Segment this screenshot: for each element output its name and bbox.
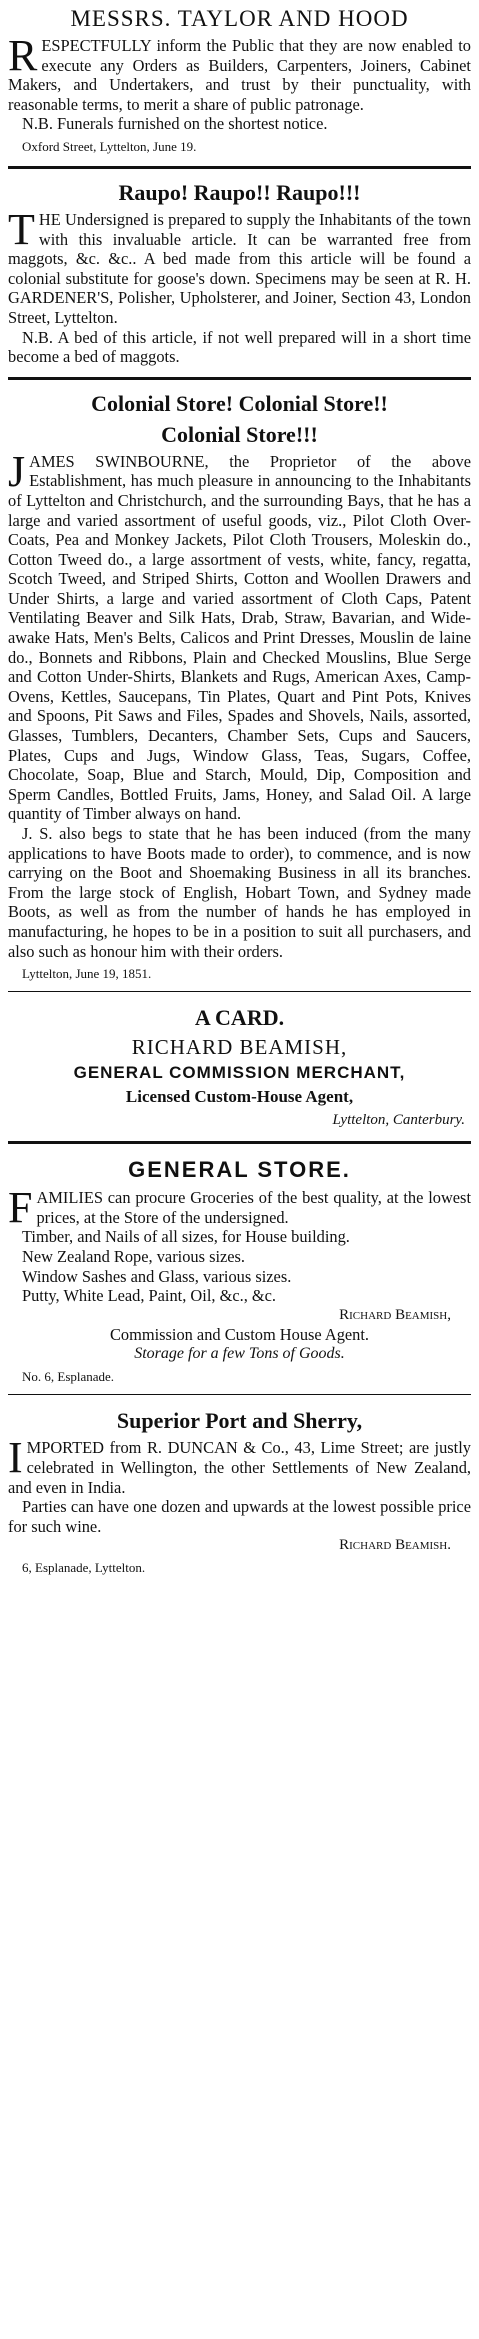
advert-signature: Richard Beamish, — [339, 1306, 451, 1323]
list-item: Window Sashes and Glass, various sizes. — [22, 1266, 292, 1286]
drop-cap: J — [8, 446, 26, 496]
advert-dateline: Lyttelton, June 19, 1851. — [22, 966, 152, 982]
advert-raupo — [8, 171, 471, 373]
advert-body-text: HE Undersigned is prepared to supply the Inhabitants of the town with this invaluable article. It can be warranted free from maggots, &c. &c.. A bed made from this article will be found a colonial substitute for goose's down. Specimens may be seen at R. H. GARDENER'S, Polisher, Upholsterer, and Joiner, Section 43, London Street, Lyttelton. — [8, 209, 471, 327]
advert-body-text: MPORTED from R. DUNCAN & Co., 43, Lime Street; are justly celebrated in Wellington, the other Settlements of New Zealand, and even in India. — [8, 1438, 471, 1497]
advert-colonial-store — [8, 382, 471, 989]
advert-note: N.B. A bed of this article, if not well prepared will in a short time become a bed of maggots. — [8, 327, 471, 367]
advert-body-text: ESPECTFULLY inform the Public that they are now enabled to execute any Orders as Builders, Carpenters, Joiners, Cabinet Makers, and Undertakers, and trust by their punctuality, with reasonable terms, to merit a share of public patronage. — [8, 36, 471, 114]
signature-role: Commission and Custom House Agent. — [109, 1324, 370, 1344]
column-divider — [8, 166, 471, 169]
drop-cap: R — [8, 31, 38, 80]
advert-port-sherry — [8, 1399, 471, 1583]
card-licence: Licensed Custom-House Agent, — [125, 1087, 354, 1107]
advert-body — [8, 1433, 471, 1497]
advert-dateline: Oxford Street, Lyttelton, June 19. — [22, 138, 197, 154]
list-item: Timber, and Nails of all sizes, for House building. — [22, 1227, 350, 1247]
card-role: GENERAL COMMISSION MERCHANT, — [73, 1063, 406, 1083]
card-place: Lyttelton, Canterbury. — [332, 1112, 465, 1129]
advert-dateline: No. 6, Esplanade. — [22, 1369, 115, 1385]
card-name: RICHARD BEAMISH, — [131, 1035, 348, 1060]
advert-signature: Richard Beamish. — [339, 1537, 451, 1554]
column-divider — [8, 1141, 471, 1144]
advert-paragraph-2: Parties can have one dozen and upwards at the lowest possible price for such wine. — [8, 1497, 471, 1536]
advert-body — [8, 446, 471, 824]
drop-cap: I — [8, 1433, 23, 1483]
list-item: New Zealand Rope, various sizes. — [22, 1246, 246, 1266]
column-divider — [8, 1394, 471, 1395]
column-divider — [8, 377, 471, 380]
advert-heading-line-1: Colonial Store! Colonial Store!! — [91, 390, 388, 416]
advert-heading-line-2: Colonial Store!!! — [161, 421, 318, 447]
advert-body-text: AMES SWINBOURNE, the Proprietor of the above Establishment, has much pleasure in announcing to the Inhabitants of Lyttelton and Christchurch, and the surrounding Bays, that he has a large and varied assortment of useful goods, viz., Pilot Cloth Over-Coats, Pea and Monkey Jackets, Pilot Cloth Trousers, Moleskin do., Cotton Tweed do., a large assortment of vests, white, fancy, regatta, Scotch Tweed, and Striped Shirts, Cotton and Woollen Drawers and Under Shirts, a large and varied assortment of Cloth Caps, Patent Ventilating Beaver and Silk Hats, Drab, Straw, Bavarian, and Wide-awake Hats, Men's Belts, Calicos and Print Dresses, Mouslin de laine do., Bonnets and Ribbons, Plain and Checked Mouslins, Blue Serge and Cotton Under-Shirts, Blankets and Rugs, American Axes, Camp-Ovens, Kettles, Saucepans, Tin Plates, Quart and Pint Pots, Knives and Spoons, Pit Saws and Files, Spades and Shovels, Nails, assorted, Glasses, Tumblers, Decanters, Chamber Sets, Cups and Saucers, Plates, Cups and Jugs, Window Glass, Teas, Sugars, Coffee, Chocolate, Soap, Blue and Starch, Mould, Dip, Composition and Sperm Candles, Bottled Fruits, Jams, Honey, and Salad Oil. A large quantity of Timber always on hand. — [8, 451, 471, 824]
advert-heading: Superior Port and Sherry, — [116, 1408, 363, 1434]
advert-taylor-hood — [8, 0, 471, 162]
advert-heading: GENERAL STORE. — [128, 1157, 351, 1183]
storage-note: Storage for a few Tons of Goods. — [134, 1345, 345, 1363]
advert-body — [8, 1183, 471, 1233]
advert-general-store — [8, 1146, 471, 1392]
advert-body-text: AMILIES can procure Groceries of the best quality, at the lowest prices, at the Store of the undersigned. — [36, 1188, 471, 1227]
advert-note: N.B. Funerals furnished on the shortest notice. — [22, 114, 328, 134]
advert-card-beamish — [8, 996, 471, 1137]
advert-body — [8, 31, 471, 114]
drop-cap: F — [8, 1183, 33, 1233]
advert-dateline: 6, Esplanade, Lyttelton. — [22, 1560, 146, 1576]
drop-cap: T — [8, 204, 35, 254]
list-item: Putty, White Lead, Paint, Oil, &c., &c. — [22, 1286, 277, 1306]
advert-heading: A CARD. — [194, 1005, 285, 1031]
advert-body — [8, 204, 471, 328]
advert-paragraph-2: J. S. also begs to state that he has been induced (from the many applications to have Boots made to order), to commence, and is now carrying on the Boot and Shoemaking Business in all its branches. From the large stock of English, Hobart Town, and Sydney made Boots, as well as from the number of hands he has employed in manufacturing, he hopes to be in a position to suit all purchasers, and also such as honour him with their orders. — [8, 824, 471, 961]
advert-heading: Raupo! Raupo!! Raupo!!! — [118, 179, 361, 205]
advert-heading: MESSRS. TAYLOR AND HOOD — [70, 6, 409, 31]
column-divider — [8, 991, 471, 992]
